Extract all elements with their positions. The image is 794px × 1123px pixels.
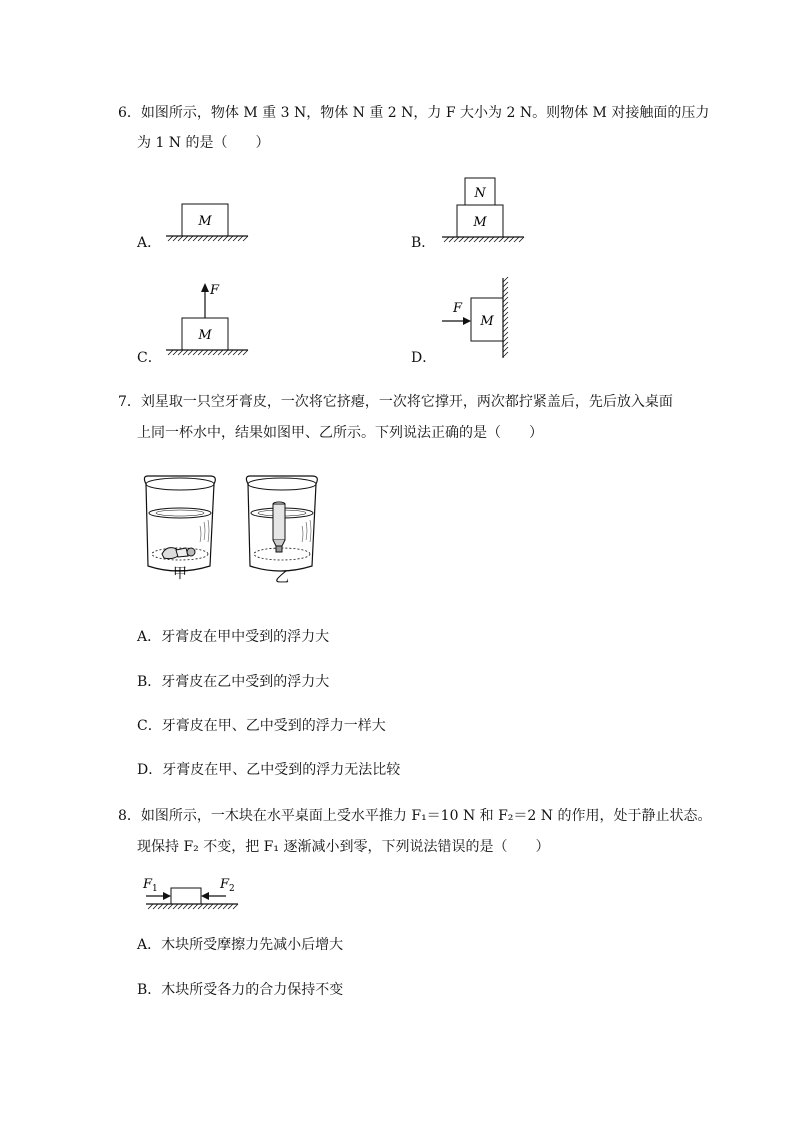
block-m-label: M: [198, 328, 212, 343]
q8-stem-line2: 现保持 F₂ 不变，把 F₁ 逐渐减小到零，下列说法错误的是（ ）: [137, 839, 550, 855]
beaker-mouth: [146, 478, 214, 490]
beaker-mouth: [248, 478, 316, 490]
q8-option-b: B．木块所受各力的合力保持不变: [137, 982, 344, 998]
force-arrow-head: [463, 317, 471, 325]
q6-figure-c: [160, 280, 255, 360]
caption-yi: 乙: [275, 570, 289, 586]
block-m-label: M: [480, 314, 494, 329]
q6-option-d: D．: [411, 350, 437, 366]
block-m-label: M: [473, 215, 487, 230]
force-f2-label: F: [220, 877, 230, 892]
q7-beaker-jia: [138, 470, 223, 580]
q8-option-a: A．木块所受摩擦力先减小后增大: [137, 937, 344, 953]
q7-option-d: D．牙膏皮在甲、乙中受到的浮力无法比较: [137, 762, 401, 778]
q6-figure-d: [436, 272, 521, 364]
q7-option-c: C．牙膏皮在甲、乙中受到的浮力一样大: [137, 718, 386, 734]
water-surface-inner: [156, 510, 204, 516]
force-f-label: F: [210, 283, 220, 298]
water-shading: [302, 520, 311, 542]
ground-hatching: [444, 237, 524, 242]
flattened-tube: [162, 548, 195, 559]
caption-jia: 甲: [173, 566, 187, 582]
q6-option-a: A．: [137, 235, 162, 251]
block-n-label: N: [474, 186, 486, 201]
ground-hatching: [168, 350, 248, 355]
q6-figure-a: [160, 198, 255, 246]
wall-hatching: [503, 277, 508, 357]
force-f-label: F: [453, 301, 463, 316]
force-f1-head: [163, 892, 171, 900]
force-f2-subscript: 2: [229, 884, 235, 894]
force-arrow-head: [201, 283, 209, 292]
q7-option-b: B．牙膏皮在乙中受到的浮力大: [137, 674, 330, 690]
block-m-label: M: [198, 214, 212, 229]
q8-stem-line1: 8．如图所示，一木块在水平桌面上受水平推力 F₁＝10 N 和 F₂＝2 N 的作用，处于静止状态。: [118, 808, 712, 824]
q7-stem-line2: 上同一杯水中，结果如图甲、乙所示。下列说法正确的是（ ）: [137, 425, 543, 441]
water-surface: [149, 508, 211, 518]
q7-beaker-yi: [240, 470, 325, 585]
q7-stem-line1: 7．刘星取一只空牙膏皮，一次将它挤瘪，一次将它撑开，两次都拧紧盖后，先后放入桌面: [118, 394, 673, 410]
beaker-body: [146, 484, 214, 571]
ground-hatching: [168, 236, 248, 241]
q6-option-c: C．: [137, 350, 162, 366]
wood-block: [171, 888, 201, 904]
q7-option-a: A．牙膏皮在甲中受到的浮力大: [137, 629, 330, 645]
q6-figure-b: [438, 172, 533, 247]
open-tube: [273, 502, 285, 552]
q6-stem-line2: 为 1 N 的是（ ）: [137, 135, 270, 151]
force-f1-label: F: [143, 877, 153, 892]
q6-option-b: B．: [411, 235, 436, 251]
table-hatching: [148, 904, 238, 909]
water-shading: [200, 520, 209, 542]
q8-figure: [140, 872, 245, 914]
force-f1-subscript: 1: [152, 884, 158, 894]
q6-stem-line1: 6．如图所示，物体 M 重 3 N，物体 N 重 2 N，力 F 大小为 2 N。则物体 M 对接触面的压力: [118, 105, 710, 121]
